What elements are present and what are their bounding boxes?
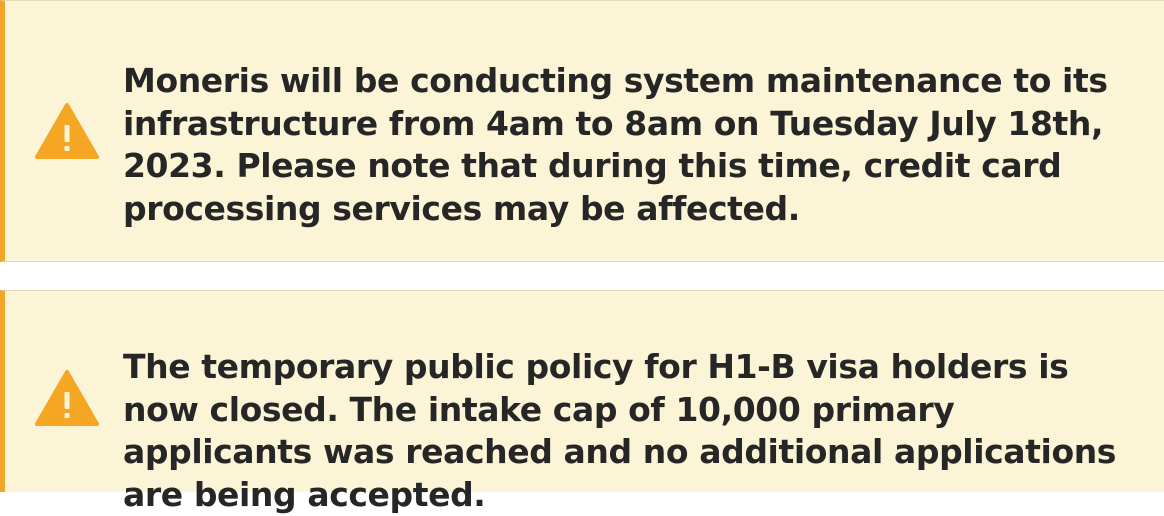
alert-message: Moneris will be conducting system maintenance to its infrastructure from 4am to 8am on Tuesday July 18th, 2023. Please note that during this time, credit card processing services may be affected. bbox=[123, 61, 1108, 228]
warning-triangle-icon bbox=[35, 103, 99, 159]
alert-message: The temporary public policy for H1-B visa holders is now closed. The intake cap of 10,000 primary applicants was reached and no additional applications are being accepted. bbox=[123, 347, 1117, 514]
policy-alert bbox=[0, 290, 1164, 514]
warning-triangle-icon bbox=[35, 370, 99, 426]
